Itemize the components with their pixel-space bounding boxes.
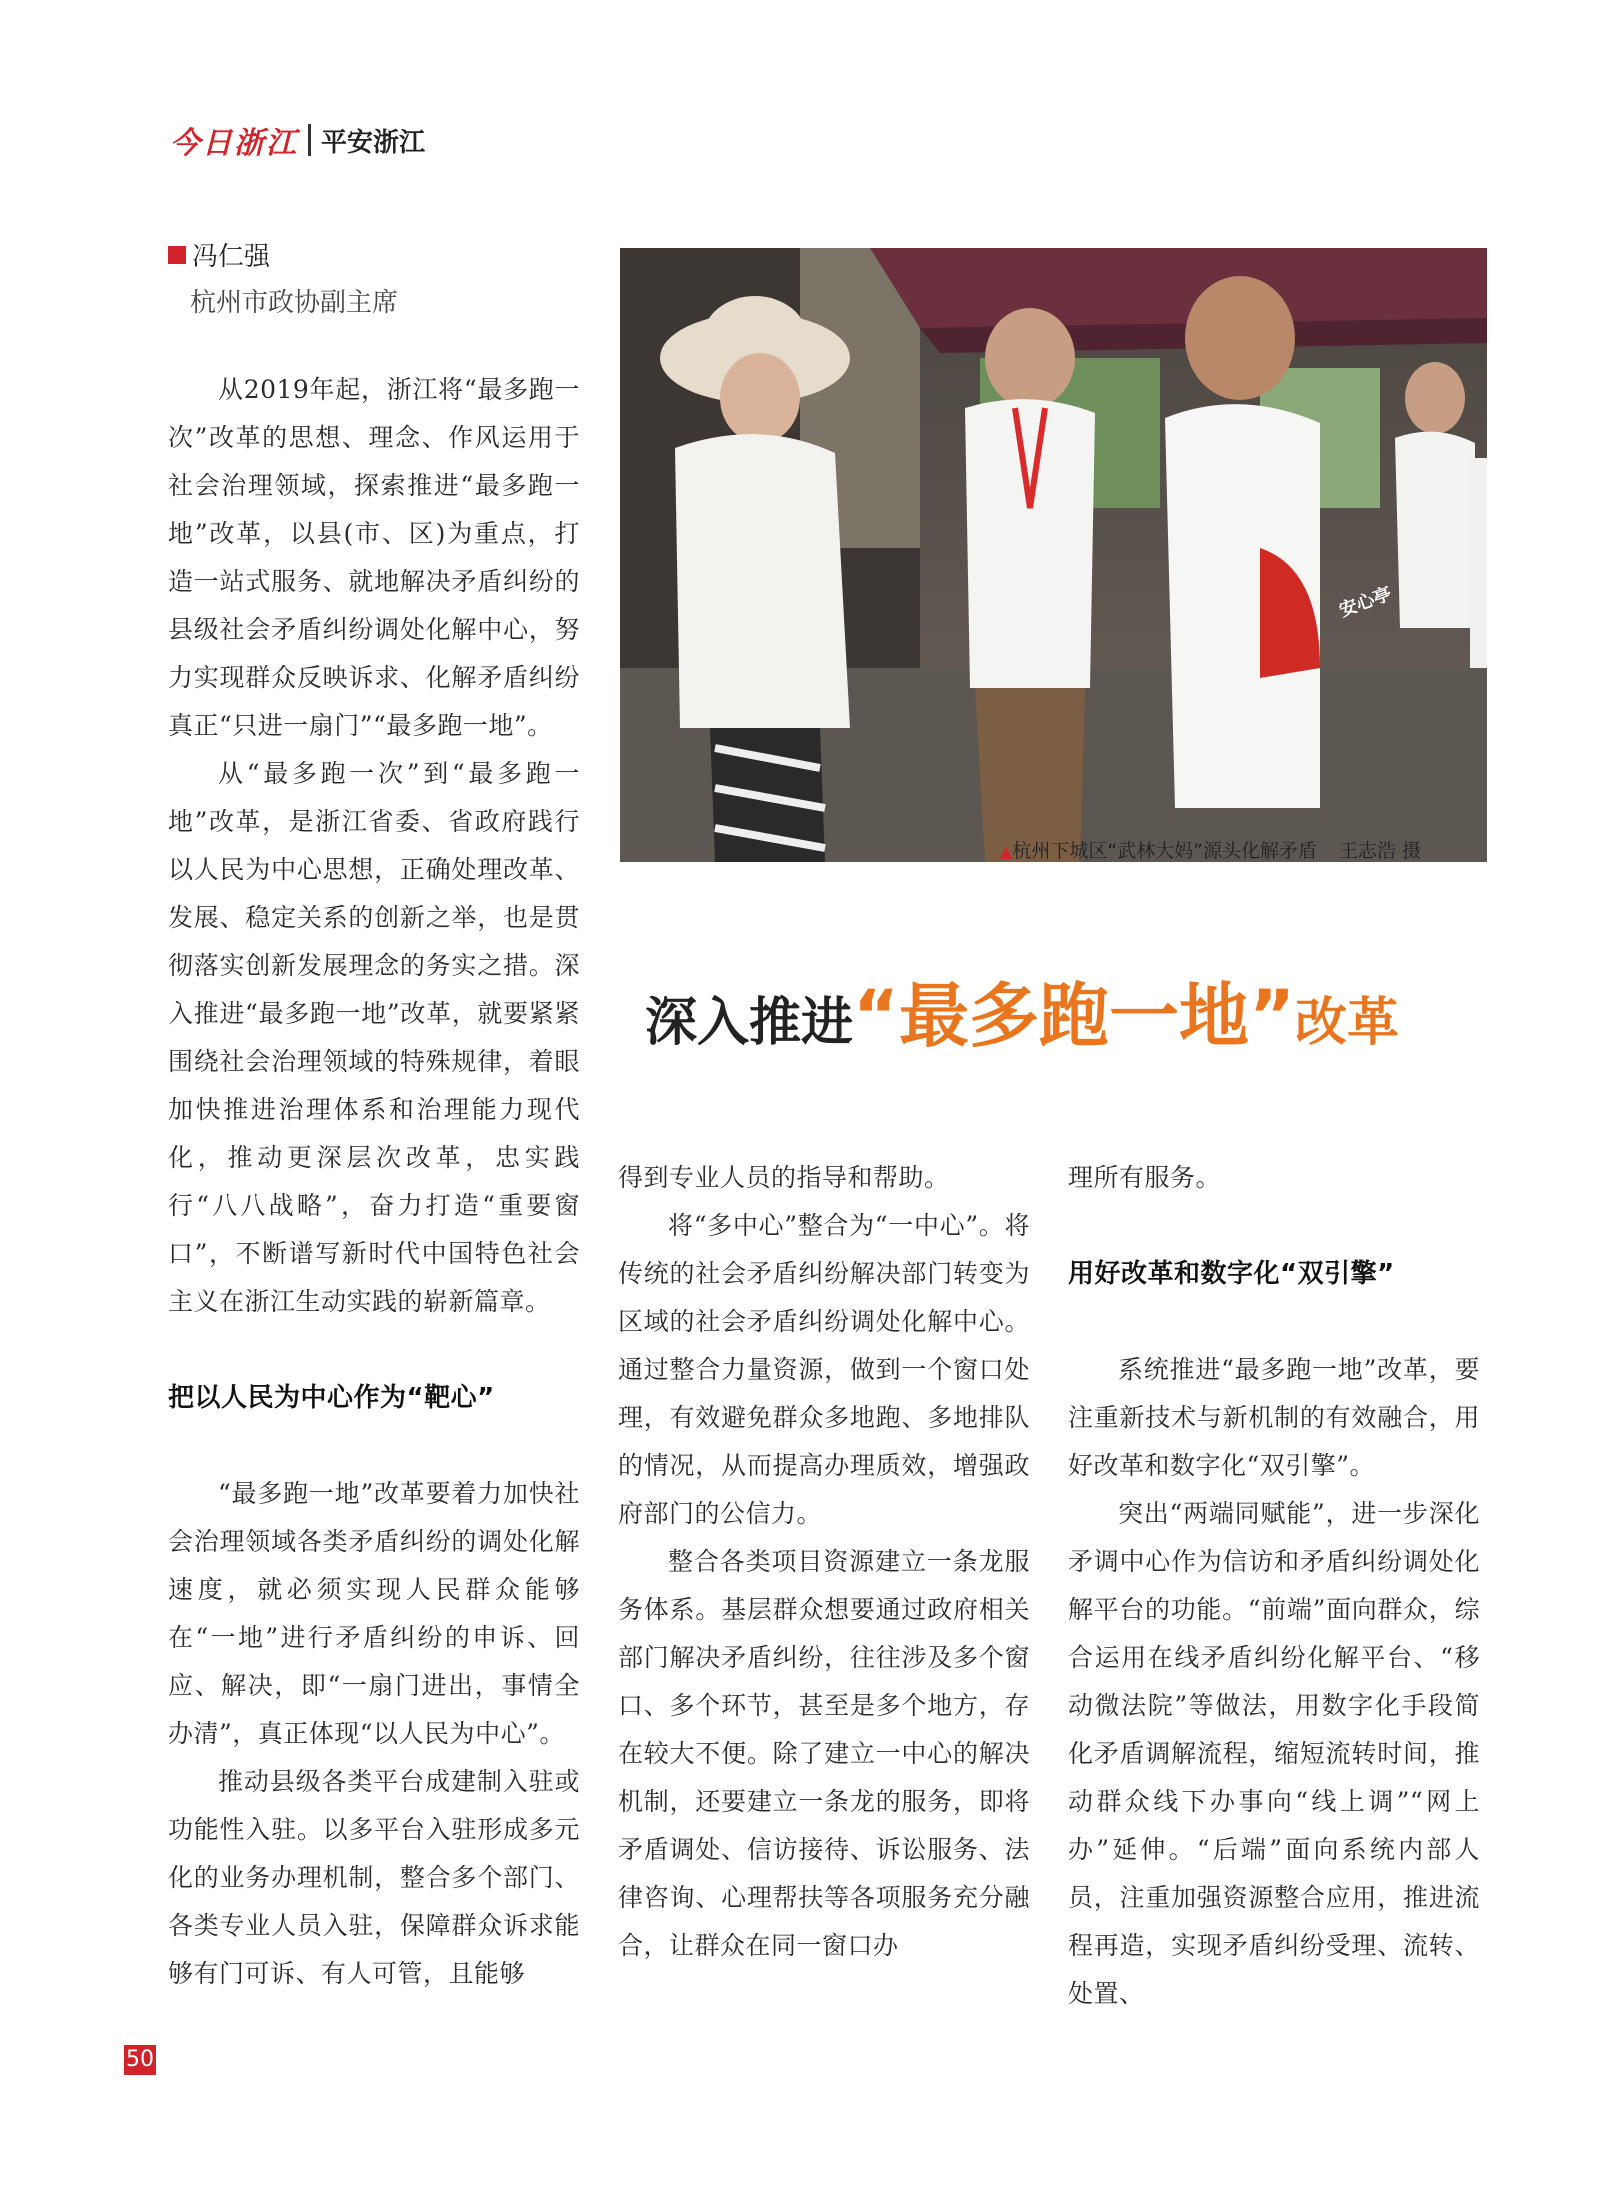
author-name: 冯仁强	[192, 242, 271, 272]
article-column-1	[168, 366, 580, 1998]
brand-logo: 今日浙江	[170, 126, 298, 161]
author-line	[168, 236, 270, 273]
article-column-3	[1068, 1154, 1480, 2018]
section-name: 平安浙江	[321, 127, 426, 158]
masthead-divider	[308, 124, 311, 156]
page-number: 50	[124, 2045, 156, 2075]
headline-highlight: “最多跑一地”	[853, 975, 1296, 1057]
paragraph: 整合各类项目资源建立一条龙服务体系。基层群众想要通过政府相关部门解决矛盾纠纷，往往涉及多个窗口、多个环节，甚至是多个地方，存在较大不便。除了建立一中心的解决机制，还要建立一条龙的服务，即将矛盾调处、信访接待、诉讼服务、法律咨询、心理帮扶等各项服务充分融合，让群众在同一窗口办	[618, 1547, 1030, 1960]
paragraph: 突出“两端同赋能”，进一步深化矛调中心作为信访和矛盾纠纷调处化解平台的功能。“前端”面向群众，综合运用在线矛盾纠纷化解平台、“移动微法院”等做法，用数字化手段简化矛盾调解流程，缩短流转时间，推动群众线下办事向“线上调”“网上办”延伸。“后端”面向系统内部人员，注重加强资源整合应用，推进流程再造，实现矛盾纠纷受理、流转、处置、	[1068, 1499, 1480, 2008]
author-marker-icon	[168, 246, 186, 264]
photo-illustration	[620, 248, 1487, 862]
author-title: 杭州市政协副主席	[190, 288, 399, 318]
headline-prefix: 深入推进	[645, 993, 854, 1053]
paragraph: “最多跑一地”改革要着力加快社会治理领域各类矛盾纠纷的调处化解速度，就必须实现人民群众能够在“一地”进行矛盾纠纷的申诉、回应、解决，即“一扇门进出，事情全办清”，真正体现“以人民为中心”。	[168, 1479, 580, 1748]
photo-caption	[1000, 836, 1421, 863]
caption-triangle-icon: ▲	[1000, 842, 1013, 861]
paragraph: 从“最多跑一次”到“最多跑一地”改革，是浙江省委、省政府践行以人民为中心思想，正确处理改革、发展、稳定关系的创新之举，也是贯彻落实创新发展理念的务实之措。深入推进“最多跑一地”改革，就要紧紧围绕社会治理领域的特殊规律，着眼加快推进治理体系和治理能力现代化，推动更深层次改革，忠实践行“八八战略”，奋力打造“重要窗口”，不断谱写新时代中国特色社会主义在浙江生动实践的崭新篇章。	[168, 759, 580, 1316]
article-column-2	[618, 1154, 1030, 1970]
photo-credit: 王志浩 摄	[1339, 840, 1422, 862]
news-photo	[620, 248, 1487, 862]
paragraph: 理所有服务。	[1068, 1163, 1222, 1192]
paragraph: 推动县级各类平台成建制入驻或功能性入驻。以多平台入驻形成多元化的业务办理机制，整合多个部门、各类专业人员入驻，保障群众诉求能够有门可诉、有人可管，且能够	[168, 1767, 580, 1988]
paragraph: 将“多中心”整合为“一中心”。将传统的社会矛盾纠纷解决部门转变为区域的社会矛盾纠纷调处化解中心。通过整合力量资源，做到一个窗口处理，有效避免群众多地跑、多地排队的情况，从而提高办理质效，增强政府部门的公信力。	[618, 1211, 1030, 1528]
armband-label: 安心亭	[1336, 583, 1395, 622]
masthead	[170, 122, 426, 161]
article-headline	[645, 960, 1399, 1061]
paragraph: 从2019年起，浙江将“最多跑一次”改革的思想、理念、作风运用于社会治理领域，探索推进“最多跑一地”改革，以县(市、区)为重点，打造一站式服务、就地解决矛盾纠纷的县级社会矛盾纠纷调处化解中心，努力实现群众反映诉求、化解矛盾纠纷真正“只进一扇门”“最多跑一地”。	[168, 375, 580, 740]
section-heading: 用好改革和数字化“双引擎”	[1068, 1259, 1395, 1289]
paragraph: 系统推进“最多跑一地”改革，要注重新技术与新机制的有效融合，用好改革和数字化“双引擎”。	[1068, 1355, 1480, 1480]
headline-suffix: 改革	[1295, 993, 1400, 1053]
paragraph: 得到专业人员的指导和帮助。	[618, 1163, 950, 1192]
caption-text: 杭州下城区“武林大妈”源头化解矛盾	[1012, 840, 1317, 862]
section-heading: 把以人民为中心作为“靶心”	[168, 1383, 495, 1413]
